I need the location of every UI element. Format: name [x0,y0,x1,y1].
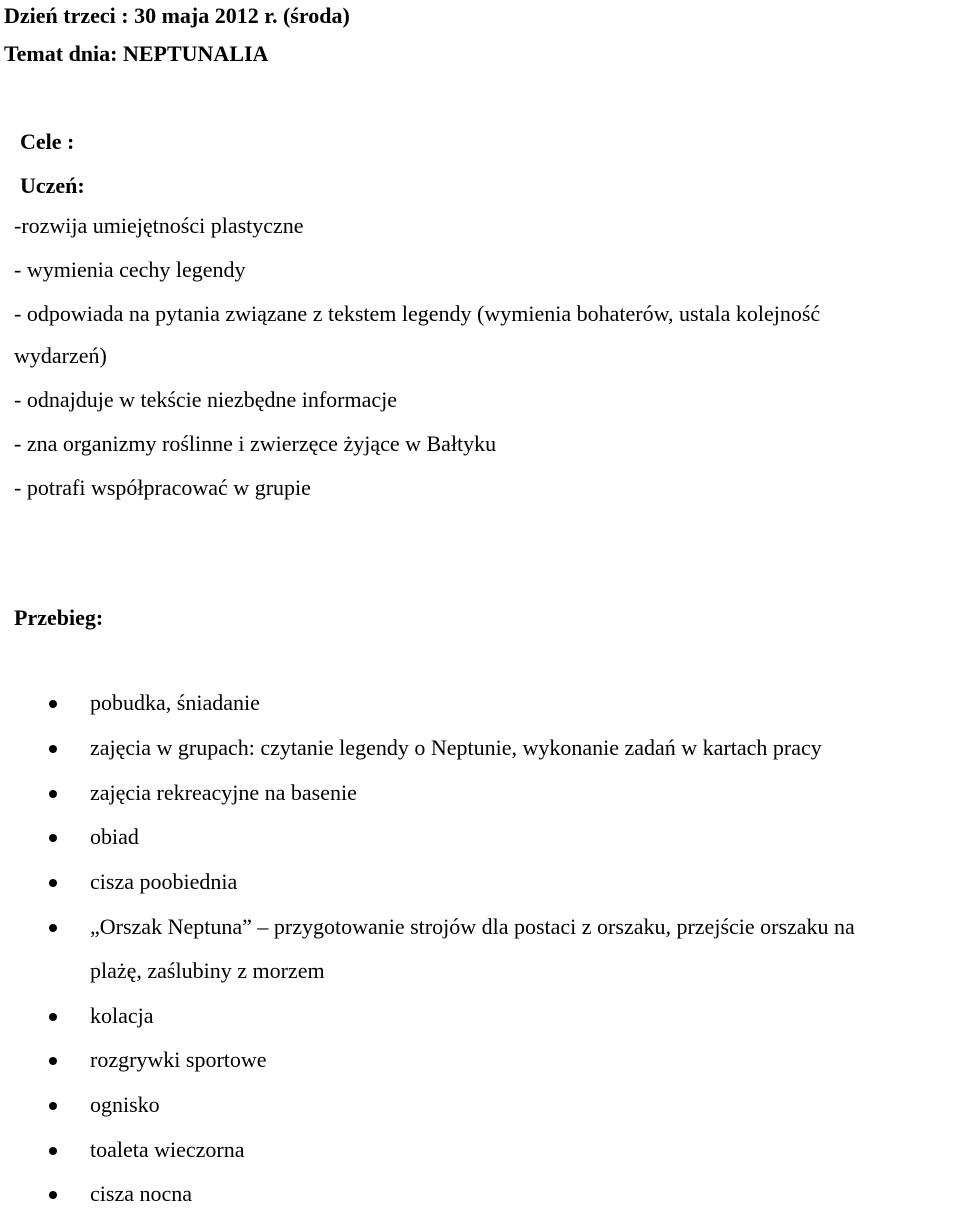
topic-heading: Temat dnia: NEPTUNALIA [4,41,269,66]
bullet-icon [49,879,57,887]
schedule-item: cisza poobiednia [90,869,238,894]
schedule-item: cisza nocna [90,1181,192,1206]
bullet-icon [49,1191,57,1199]
student-subheading: Uczeń: [20,173,85,198]
goals-heading: Cele : [20,129,75,154]
goal-item: -rozwija umiejętności plastyczne [14,213,304,238]
goal-item-continuation: wydarzeń) [14,343,107,368]
bullet-icon [49,1013,57,1021]
bullet-icon [49,790,57,798]
schedule-item: „Orszak Neptuna” – przygotowanie strojów dla postaci z orszaku, przejście orszaku na [90,914,855,939]
bullet-icon [49,1147,57,1155]
schedule-item: kolacja [90,1003,154,1028]
schedule-item: zajęcia rekreacyjne na basenie [90,780,357,805]
schedule-item-continuation: plażę, zaślubiny z morzem [90,958,325,983]
goal-item: - zna organizmy roślinne i zwierzęce żyjące w Bałtyku [14,431,497,456]
bullet-icon [49,924,57,932]
day-heading: Dzień trzeci : 30 maja 2012 r. (środa) [4,3,350,28]
schedule-item: zajęcia w grupach: czytanie legendy o Neptunie, wykonanie zadań w kartach pracy [90,735,822,760]
bullet-icon [49,1102,57,1110]
schedule-item: rozgrywki sportowe [90,1047,267,1072]
bullet-icon [49,700,57,708]
schedule-item: toaleta wieczorna [90,1137,245,1162]
schedule-heading: Przebieg: [14,605,104,630]
bullet-icon [49,745,57,753]
goal-item: - odpowiada na pytania związane z tekstem legendy (wymienia bohaterów, ustala kolejność [14,301,821,326]
goal-item: - odnajduje w tekście niezbędne informacje [14,387,398,412]
goal-item: - potrafi współpracować w grupie [14,475,311,500]
bullet-icon [49,1057,57,1065]
bullet-icon [49,834,57,842]
schedule-item: obiad [90,824,139,849]
goal-item: - wymienia cechy legendy [14,257,246,282]
schedule-item: pobudka, śniadanie [90,690,260,715]
schedule-item: ognisko [90,1092,160,1117]
